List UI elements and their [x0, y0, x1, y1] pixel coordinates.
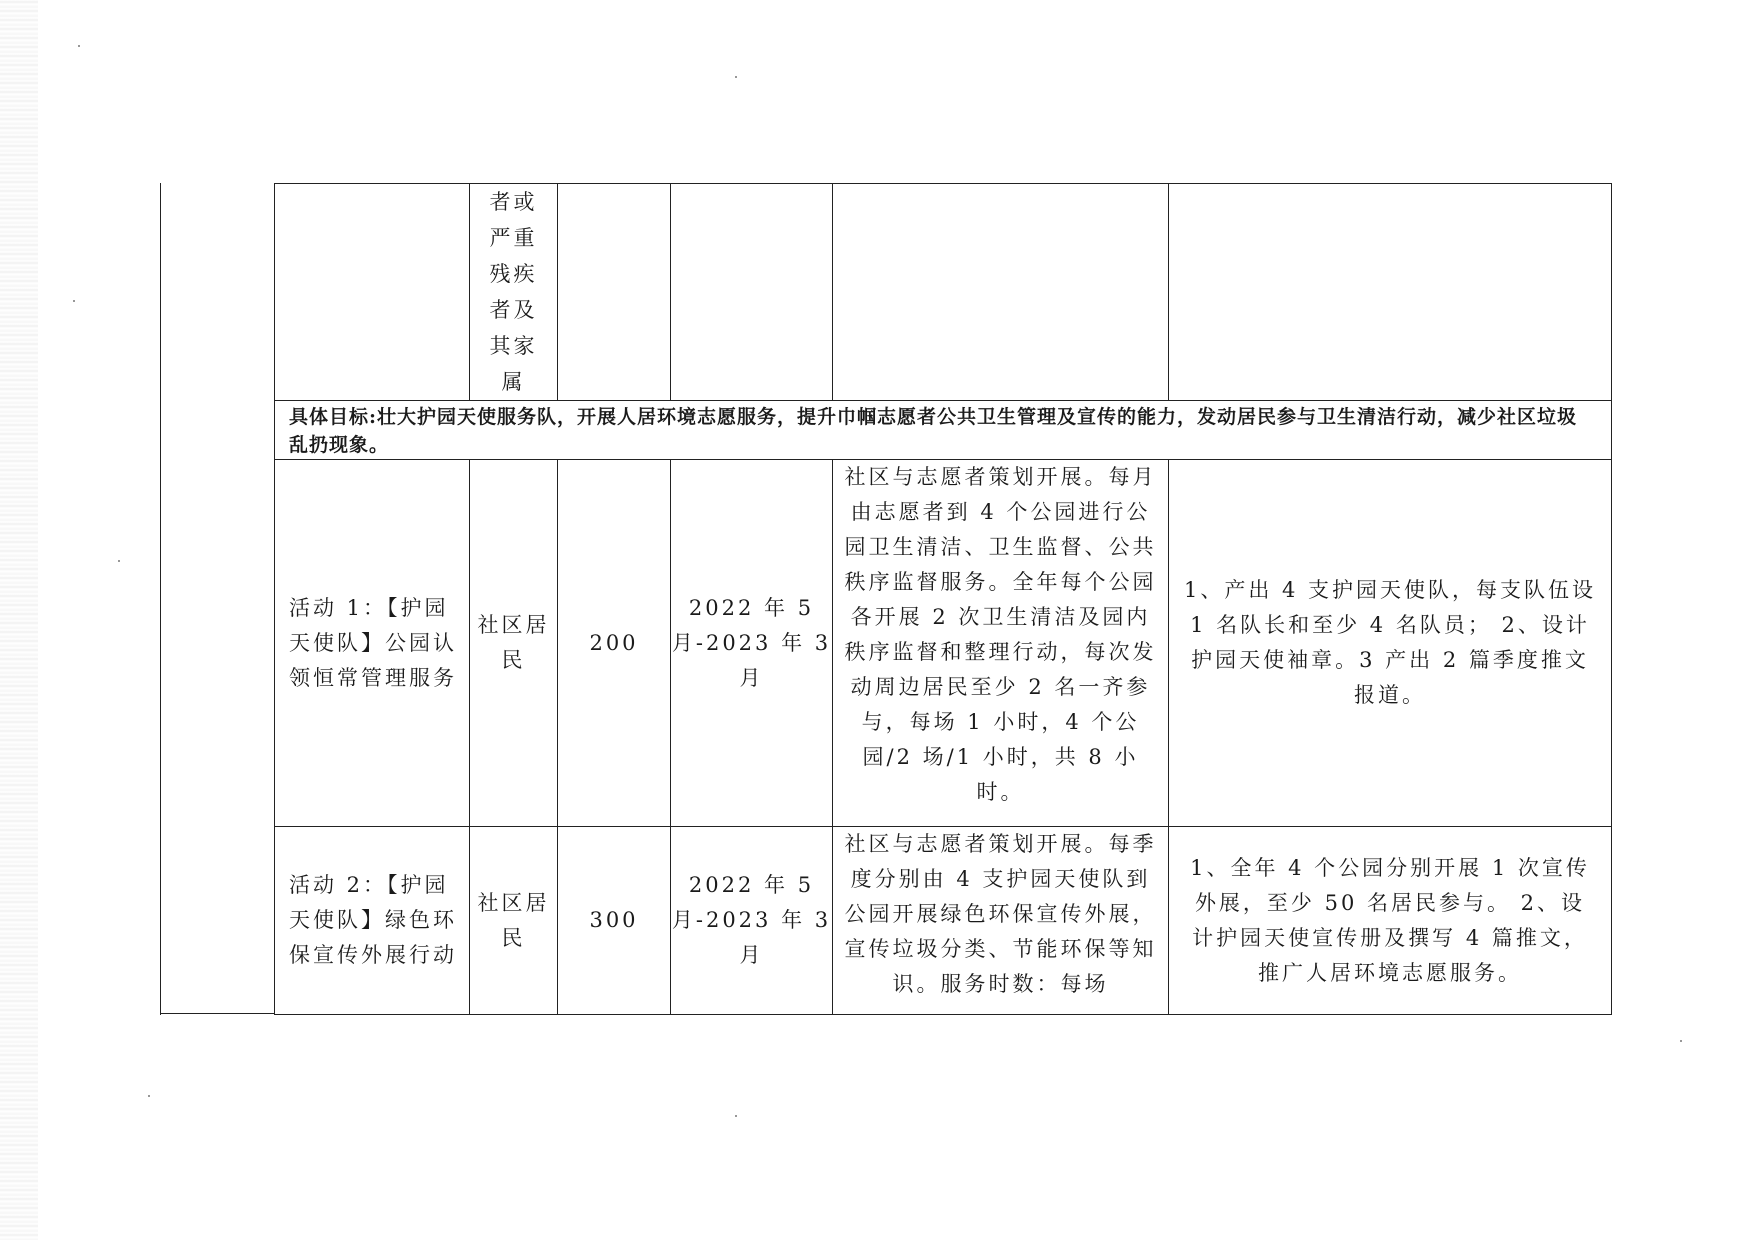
target-group-line: 者及 — [489, 298, 538, 322]
table-row-target-continuation — [275, 184, 1612, 401]
scan-speck — [148, 1095, 150, 1097]
goal-cell: 具体目标:壮大护园天使服务队，开展人居环境志愿服务，提升巾帼志愿者公共卫生管理及宣传的能力，发动居民参与卫生清洁行动，减少社区垃圾乱扔现象。 — [275, 401, 1612, 460]
time-cell: 2022 年 5 月-2023 年 3 月 — [671, 827, 833, 1015]
bottom-rule — [160, 1013, 275, 1014]
content-cell: 社区与志愿者策划开展。每季度分别由 4 支护园天使队到公园开展绿色环保宣传外展，宣传垃圾分类、节能环保等知识。服务时数：每场 — [833, 827, 1169, 1015]
target-group-line: 残疾 — [489, 262, 538, 286]
count-cell: 200 — [558, 460, 671, 827]
activity-name-cell: 活动 1：【护园天使队】公园认领恒常管理服务 — [275, 460, 470, 827]
target-group-cell: 社区居民 — [470, 827, 558, 1015]
time-cell: 2022 年 5 月-2023 年 3 月 — [671, 460, 833, 827]
outcome-cell: 1、产出 4 支护园天使队，每支队伍设 1 名队长和至少 4 名队员； 2、设计护园天使袖章。3 产出 2 篇季度推文报道。 — [1169, 460, 1612, 827]
scan-edge-artifact — [0, 0, 38, 1240]
target-group-line: 其家 — [489, 334, 538, 358]
count-cell: 300 — [558, 827, 671, 1015]
scan-speck — [735, 76, 737, 78]
scan-speck — [735, 1115, 737, 1117]
table-row-activity-1 — [275, 460, 1612, 827]
content-cell: 社区与志愿者策划开展。每月由志愿者到 4 个公园进行公园卫生清洁、卫生监督、公共秩序监督服务。全年每个公园各开展 2 次卫生清洁及园内秩序监督和整理行动，每次发动周边居民至少 2 名一齐参与，每场 1 小时，4 个公园/2 场/1 小时，共 8 小时。 — [833, 460, 1169, 827]
scan-speck — [78, 45, 80, 47]
activity-name-cell: 活动 2：【护园天使队】绿色环保宣传外展行动 — [275, 827, 470, 1015]
target-group-line: 严重 — [489, 226, 538, 250]
activity-table — [274, 183, 1612, 1015]
target-group-line: 属 — [501, 370, 526, 394]
outcome-cell: 1、全年 4 个公园分别开展 1 次宣传外展，至少 50 名居民参与。 2、设计护园天使宣传册及撰写 4 篇推文，推广人居环境志愿服务。 — [1169, 827, 1612, 1015]
activity-name-cell — [275, 184, 470, 401]
scan-speck — [1680, 1040, 1682, 1042]
time-cell — [671, 184, 833, 401]
target-group-cell: 社区居民 — [470, 460, 558, 827]
target-group-cell — [470, 184, 558, 401]
scan-speck — [73, 300, 75, 302]
count-cell — [558, 184, 671, 401]
page-margin-line — [160, 183, 161, 1015]
outcome-cell — [1169, 184, 1612, 401]
target-group-stack — [470, 184, 557, 400]
target-group-line: 者或 — [489, 190, 538, 214]
content-cell — [833, 184, 1169, 401]
scan-speck — [118, 560, 120, 562]
table-row-activity-2 — [275, 827, 1612, 1015]
table-row-goal — [275, 401, 1612, 460]
